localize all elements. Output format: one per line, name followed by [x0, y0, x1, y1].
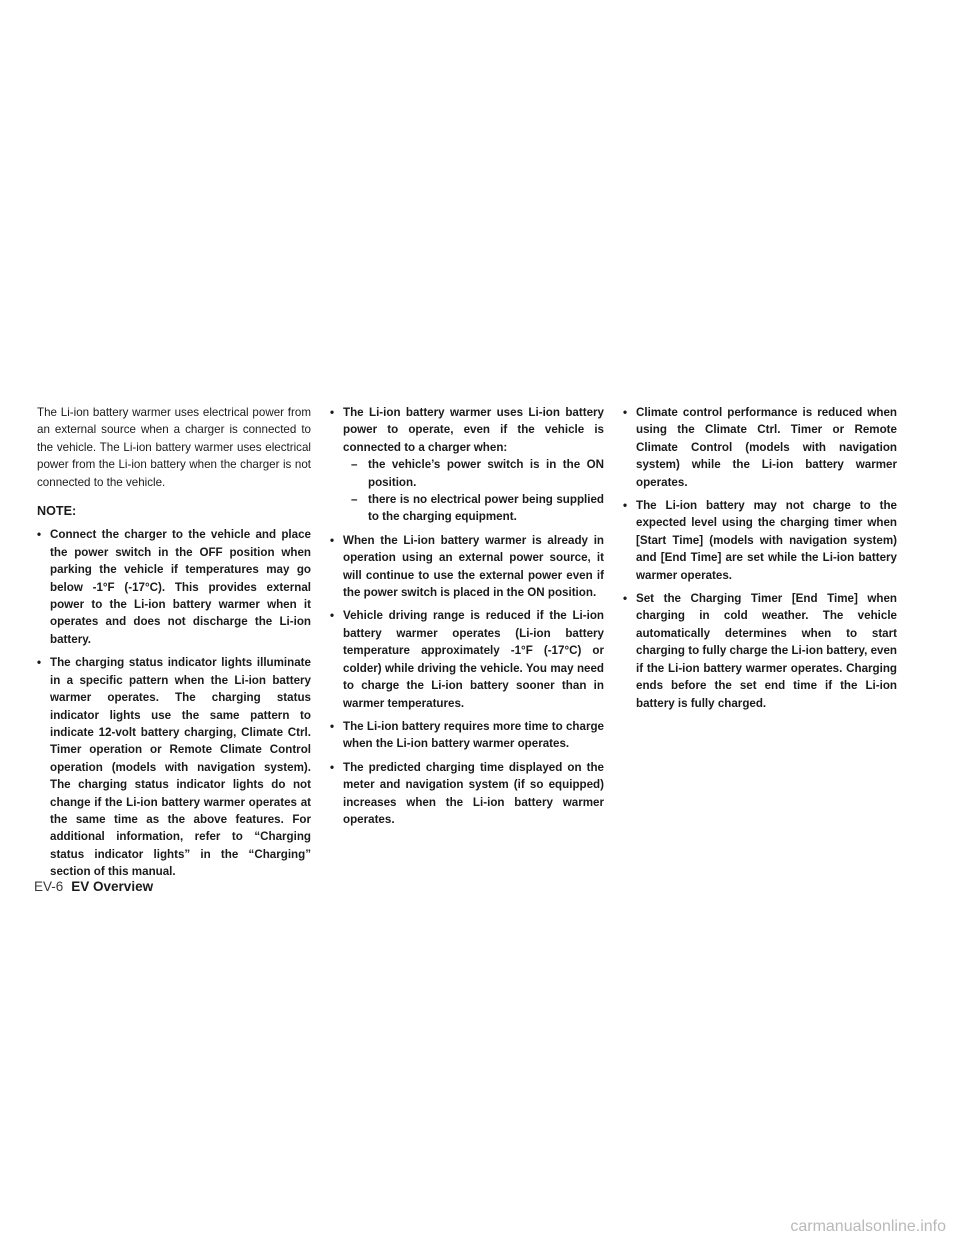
text-column-2 [330, 404, 604, 834]
bullet-mark: • [623, 499, 628, 513]
sub-bullet-text: there is no electrical power being supplied to the charging equipment. [368, 493, 604, 524]
bullet-item [330, 718, 604, 753]
bullet-text: The predicted charging time displayed on the meter and navigation system (if so equipped) increases when the Li-ion battery warmer operates. [343, 760, 604, 826]
sub-bullet-item [351, 456, 604, 491]
bullet-item [623, 497, 897, 584]
bullet-text: Connect the charger to the vehicle and place the power switch in the OFF position when parking the vehicle if temperatures may go below -1°F (-17°C). This provides external power to the Li-ion battery warmer when it operates and does not discharge the Li-ion battery. [50, 528, 311, 646]
bullet-mark: • [623, 592, 628, 606]
note-heading: NOTE: [37, 504, 77, 519]
bullet-mark: • [330, 719, 335, 733]
sub-bullet-list [343, 456, 604, 526]
note-bullet-list [623, 404, 897, 712]
bullet-text: The charging status indicator lights illuminate in a specific pattern when the Li-ion battery warmer operates. The charging status indicator lights use the same pattern to indicate 12-volt battery charging, Climate Ctrl. Timer operation or Remote Climate Control operation (models with navigation system). The charging status indicator lights do not change if the Li-ion battery warmer operates at the same time as the above features. For additional information, refer to “Charging status indicator lights” in the “Charging” section of this manual. [50, 656, 311, 879]
intro-paragraph: The Li-ion battery warmer uses electrical power from an external source when a charger is connected to the vehicle. The Li-ion battery warmer uses electrical power from the Li-ion battery when the charger is not connected to the vehicle. [37, 406, 311, 489]
bullet-text: When the Li-ion battery warmer is already in operation using an external power source, it will continue to use the external power even if the power switch is placed in the ON position. [343, 533, 604, 600]
bullet-item [330, 607, 604, 711]
bullet-item [623, 404, 897, 491]
text-column-1 [37, 404, 311, 887]
sub-bullet-item [351, 491, 604, 526]
bullet-item [37, 526, 311, 648]
bullet-text: Climate control performance is reduced when using the Climate Ctrl. Timer or Remote Climate Control (models with navigation system) while the Li-ion battery warmer operates. [636, 406, 897, 489]
bullet-text: The Li-ion battery warmer uses Li-ion battery power to operate, even if the vehicle is connected to a charger when: [343, 406, 604, 454]
sub-bullet-text: the vehicle’s power switch is in the ON position. [368, 458, 604, 489]
note-bullet-list [37, 526, 311, 880]
bullet-mark: • [330, 533, 335, 547]
dash-mark: – [351, 458, 358, 472]
bullet-item [330, 404, 604, 526]
bullet-mark: • [37, 656, 42, 670]
bullet-text: Set the Charging Timer [End Time] when charging in cold weather. The vehicle automatically determines when to start charging to fully charge the Li-ion battery, even if the Li-ion battery warmer operates. Charging ends before the set end time if the Li-ion battery is fully charged. [636, 592, 897, 710]
watermark-text: carmanualsonline.info [790, 1218, 946, 1235]
bullet-item [330, 759, 604, 829]
bullet-mark: • [330, 406, 335, 419]
bullet-mark: • [330, 609, 335, 623]
text-column-3 [623, 404, 897, 718]
section-name: EV Overview [71, 879, 154, 894]
page-number: EV-6 [34, 879, 64, 894]
bullet-text: The Li-ion battery may not charge to the expected level using the charging timer when [Start Time] (models with navigation system) and [End Time] are set while the Li-ion battery warmer operates. [636, 499, 897, 582]
bullet-text: Vehicle driving range is reduced if the Li-ion battery warmer operates (Li-ion battery temperature approximately -1°F (-17°C) or colder) while driving the vehicle. You may need to charge the Li-ion battery sooner than in warmer temperatures. [343, 609, 604, 710]
bullet-item [623, 590, 897, 712]
bullet-mark: • [37, 528, 42, 542]
dash-mark: – [351, 493, 358, 507]
bullet-text: The Li-ion battery requires more time to charge when the Li-ion battery warmer operates. [343, 719, 604, 751]
page-footer [34, 878, 153, 896]
bullet-item [330, 532, 604, 602]
bullet-mark: • [623, 406, 628, 419]
bullet-item [37, 654, 311, 880]
bullet-mark: • [330, 760, 335, 774]
note-bullet-list [330, 404, 604, 828]
